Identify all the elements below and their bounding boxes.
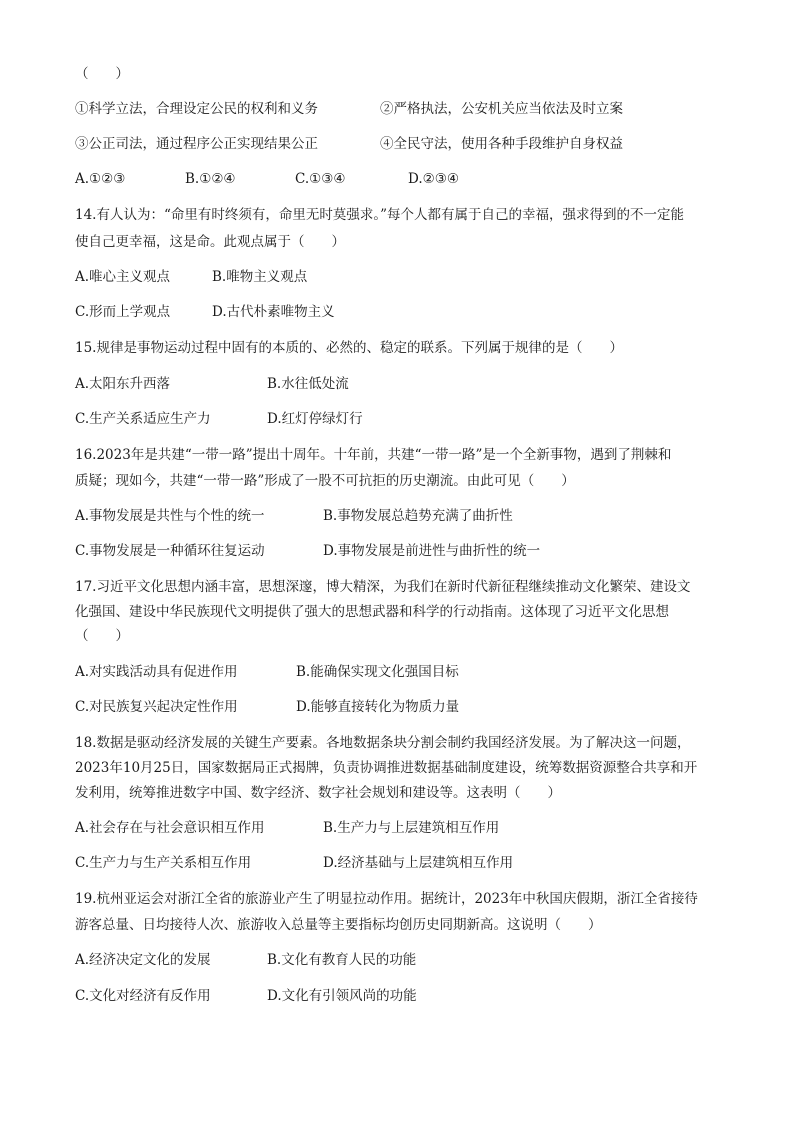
q17-option-b: B.能确保实现文化强国目标 bbox=[296, 664, 459, 680]
q19-option-c: C.文化对经济有反作用 bbox=[75, 988, 211, 1004]
q18-stem-line2: 2023年10月25日，国家数据局正式揭牌，负责协调推进数据基础制度建设，统筹数据资源整合共享和开 bbox=[75, 760, 698, 776]
q15-option-b: B.水往低处流 bbox=[267, 376, 349, 392]
q16-option-c: C.事物发展是一种循环往复运动 bbox=[75, 543, 265, 559]
q16-option-d: D.事物发展是前进性与曲折性的统一 bbox=[323, 543, 541, 559]
q17-stem-line2: 化强国、建设中华民族现代文明提供了强大的思想武器和科学的行动指南。这体现了习近平文化思想 bbox=[75, 604, 669, 620]
q18-stem-line3: 发利用，统筹推进数字中国、数字经济、数字社会规划和建设等。这表明（ ） bbox=[75, 785, 561, 801]
q18-option-a: A.社会存在与社会意识相互作用 bbox=[75, 820, 265, 836]
q13-answer-paren: （ ） bbox=[75, 66, 129, 82]
q14-option-a: A.唯心主义观点 bbox=[75, 269, 171, 285]
q13-option-c: C.①③④ bbox=[295, 171, 346, 187]
q19-option-d: D.文化有引领风尚的功能 bbox=[267, 988, 417, 1004]
q17-option-a: A.对实践活动具有促进作用 bbox=[75, 664, 238, 680]
q18-option-b: B.生产力与上层建筑相互作用 bbox=[323, 820, 500, 836]
q19-stem-line1: 19.杭州亚运会对浙江全省的旅游业产生了明显拉动作用。据统计，2023年中秋国庆假期，浙江全省接待 bbox=[75, 891, 698, 907]
q13-option-d: D.②③④ bbox=[408, 171, 459, 187]
q17-option-d: D.能够直接转化为物质力量 bbox=[296, 699, 460, 715]
q14-option-c: C.形而上学观点 bbox=[75, 304, 171, 320]
q13-option-a: A.①②③ bbox=[75, 171, 126, 187]
q14-option-b: B.唯物主义观点 bbox=[212, 269, 308, 285]
q19-stem-line2: 游客总量、日均接待人次、旅游收入总量等主要指标均创历史同期新高。这说明（ ） bbox=[75, 917, 602, 933]
q16-option-a: A.事物发展是共性与个性的统一 bbox=[75, 508, 265, 524]
q17-stem-line3: （ ） bbox=[75, 628, 129, 644]
q13-item-1: ①科学立法，合理设定公民的权利和义务 bbox=[75, 101, 318, 117]
q13-item-3: ③公正司法，通过程序公正实现结果公正 bbox=[75, 136, 318, 152]
q17-option-c: C.对民族复兴起决定性作用 bbox=[75, 699, 238, 715]
q18-stem-line1: 18.数据是驱动经济发展的关键生产要素。各地数据条块分割会制约我国经济发展。为了解决这一问题， bbox=[75, 735, 691, 751]
q14-stem-line2: 使自己更幸福，这是命。此观点属于（ ） bbox=[75, 234, 345, 250]
q14-option-d: D.古代朴素唯物主义 bbox=[212, 304, 335, 320]
q16-option-b: B.事物发展总趋势充满了曲折性 bbox=[323, 508, 513, 524]
q16-stem-line1: 16.2023年是共建“一带一路”提出十周年。十年前，共建“一带一路”是一个全新事物，遇到了荆棘和 bbox=[75, 447, 672, 463]
q15-option-c: C.生产关系适应生产力 bbox=[75, 411, 211, 427]
q14-stem-line1: 14.有人认为：“命里有时终须有，命里无时莫强求。”每个人都有属于自己的幸福，强求得到的不一定能 bbox=[75, 207, 685, 223]
q13-option-b: B.①②④ bbox=[185, 171, 236, 187]
q13-item-4: ④全民守法，使用各种手段维护自身权益 bbox=[380, 136, 623, 152]
q19-option-b: B.文化有教育人民的功能 bbox=[267, 952, 417, 968]
q16-stem-line2: 质疑；现如今，共建“一带一路”形成了一股不可抗拒的历史潮流。由此可见（ ） bbox=[75, 473, 575, 489]
q13-item-2: ②严格执法，公安机关应当依法及时立案 bbox=[380, 101, 623, 117]
q17-stem-line1: 17.习近平文化思想内涵丰富，思想深邃，博大精深，为我们在新时代新征程继续推动文化繁荣、建设文 bbox=[75, 579, 691, 595]
q15-option-a: A.太阳东升西落 bbox=[75, 376, 171, 392]
q15-stem-line1: 15.规律是事物运动过程中固有的本质的、必然的、稳定的联系。下列属于规律的是（ ） bbox=[75, 340, 623, 356]
q19-option-a: A.经济决定文化的发展 bbox=[75, 952, 211, 968]
q18-option-d: D.经济基础与上层建筑相互作用 bbox=[323, 855, 514, 871]
q18-option-c: C.生产力与生产关系相互作用 bbox=[75, 855, 252, 871]
q15-option-d: D.红灯停绿灯行 bbox=[267, 411, 363, 427]
